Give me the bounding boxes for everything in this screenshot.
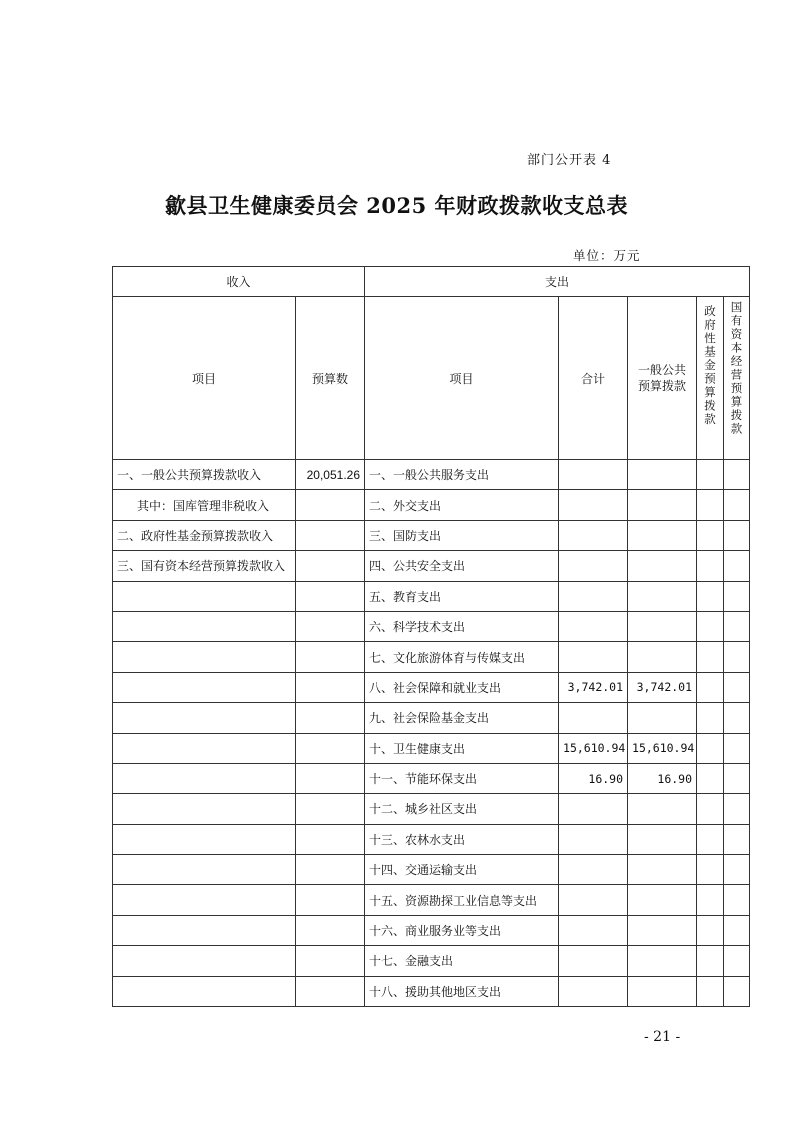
expense-item-cell: 十二、城乡社区支出 (365, 794, 559, 824)
expense-item-cell: 七、文化旅游体育与传媒支出 (365, 642, 559, 672)
income-item-cell: 三、国有资本经营预算拨款收入 (113, 551, 296, 581)
table-row (113, 581, 750, 611)
table-row (113, 885, 750, 915)
column-header-row (113, 297, 750, 460)
state-capital-cell (724, 824, 750, 854)
income-amount-cell (296, 946, 365, 976)
total-cell (559, 460, 628, 490)
income-item-cell (113, 581, 296, 611)
expense-item-cell: 十八、援助其他地区支出 (365, 976, 559, 1006)
general-budget-cell: 16.90 (628, 763, 697, 793)
income-amount-cell (296, 581, 365, 611)
gov-fund-cell (697, 763, 724, 793)
state-capital-cell (724, 885, 750, 915)
state-capital-cell (724, 490, 750, 520)
gov-fund-cell (697, 460, 724, 490)
income-amount-cell (296, 885, 365, 915)
expense-item-cell: 十一、节能环保支出 (365, 763, 559, 793)
gov-fund-cell (697, 520, 724, 550)
expense-section-header: 支出 (365, 267, 750, 297)
income-item-cell (113, 855, 296, 885)
expense-item-cell: 十、卫生健康支出 (365, 733, 559, 763)
income-amount-cell (296, 824, 365, 854)
general-budget-header: 一般公共预算拨款 (628, 297, 697, 460)
general-budget-cell (628, 551, 697, 581)
general-budget-cell (628, 611, 697, 641)
income-item-cell (113, 885, 296, 915)
general-budget-cell (628, 794, 697, 824)
total-cell (559, 490, 628, 520)
page-title: 歙县卫生健康委员会 2025 年财政拨款收支总表 (164, 193, 629, 218)
total-cell (559, 581, 628, 611)
table-row (113, 915, 750, 945)
expense-item-cell: 六、科学技术支出 (365, 611, 559, 641)
state-capital-cell (724, 976, 750, 1006)
income-item-cell (113, 946, 296, 976)
gov-fund-cell (697, 946, 724, 976)
total-cell (559, 885, 628, 915)
general-budget-cell (628, 490, 697, 520)
table-row (113, 703, 750, 733)
general-budget-cell (628, 824, 697, 854)
total-cell (559, 794, 628, 824)
state-capital-cell (724, 642, 750, 672)
total-cell (559, 824, 628, 854)
income-item-cell (113, 763, 296, 793)
total-cell: 15,610.94 (559, 733, 628, 763)
total-cell (559, 946, 628, 976)
total-cell (559, 611, 628, 641)
general-budget-cell (628, 642, 697, 672)
state-capital-cell (724, 581, 750, 611)
state-capital-cell (724, 611, 750, 641)
income-item-cell (113, 642, 296, 672)
state-capital-cell (724, 855, 750, 885)
expense-item-cell: 十三、农林水支出 (365, 824, 559, 854)
state-capital-header-text: 国有资本经营预算拨款 (729, 301, 744, 436)
income-amount-cell (296, 763, 365, 793)
state-capital-header (724, 297, 750, 460)
expense-item-cell: 五、教育支出 (365, 581, 559, 611)
state-capital-cell (724, 946, 750, 976)
income-amount-cell (296, 703, 365, 733)
table-row (113, 763, 750, 793)
gov-fund-cell (697, 703, 724, 733)
table-row (113, 611, 750, 641)
gov-fund-cell (697, 672, 724, 702)
income-item-header: 项目 (113, 297, 296, 460)
income-item-cell (113, 733, 296, 763)
page-number: - 21 - (644, 1029, 681, 1045)
general-budget-cell (628, 885, 697, 915)
income-amount-cell (296, 976, 365, 1006)
table-row (113, 824, 750, 854)
total-cell (559, 976, 628, 1006)
total-cell (559, 915, 628, 945)
total-cell (559, 703, 628, 733)
total-cell (559, 642, 628, 672)
total-header: 合计 (559, 297, 628, 460)
total-cell (559, 855, 628, 885)
income-amount-cell (296, 520, 365, 550)
table-row (113, 642, 750, 672)
expense-item-header: 项目 (365, 297, 559, 460)
general-budget-cell (628, 703, 697, 733)
general-budget-cell (628, 520, 697, 550)
table-row (113, 490, 750, 520)
general-budget-cell (628, 855, 697, 885)
total-cell (559, 520, 628, 550)
state-capital-cell (724, 520, 750, 550)
gov-fund-cell (697, 855, 724, 885)
income-amount-cell (296, 915, 365, 945)
income-item-cell: 一、一般公共预算拨款收入 (113, 460, 296, 490)
gov-fund-cell (697, 551, 724, 581)
general-budget-cell (628, 460, 697, 490)
income-amount-cell (296, 490, 365, 520)
income-budget-header: 预算数 (296, 297, 365, 460)
state-capital-cell (724, 733, 750, 763)
state-capital-cell (724, 915, 750, 945)
expense-item-cell: 三、国防支出 (365, 520, 559, 550)
gov-fund-header-text: 政府性基金预算拨款 (703, 305, 718, 427)
expense-item-cell: 十五、资源勘探工业信息等支出 (365, 885, 559, 915)
income-amount-cell: 20,051.26 (296, 460, 365, 490)
gov-fund-cell (697, 824, 724, 854)
income-item-cell (113, 824, 296, 854)
income-amount-cell (296, 672, 365, 702)
income-amount-cell (296, 733, 365, 763)
section-header-row (113, 267, 750, 297)
income-amount-cell (296, 611, 365, 641)
income-amount-cell (296, 855, 365, 885)
income-item-cell (113, 672, 296, 702)
form-number: 部门公开表 4 (527, 153, 612, 168)
general-budget-cell (628, 915, 697, 945)
expense-item-cell: 一、一般公共服务支出 (365, 460, 559, 490)
expense-item-cell: 十六、商业服务业等支出 (365, 915, 559, 945)
income-item-cell (113, 976, 296, 1006)
table-row (113, 520, 750, 550)
table-row (113, 672, 750, 702)
gov-fund-cell (697, 490, 724, 520)
table-row (113, 551, 750, 581)
gov-fund-cell (697, 581, 724, 611)
gov-fund-cell (697, 642, 724, 672)
income-section-header: 收入 (113, 267, 365, 297)
table-row (113, 855, 750, 885)
total-cell (559, 551, 628, 581)
table-row (113, 946, 750, 976)
table-row (113, 733, 750, 763)
general-budget-cell: 15,610.94 (628, 733, 697, 763)
expense-item-cell: 九、社会保险基金支出 (365, 703, 559, 733)
general-budget-cell (628, 946, 697, 976)
general-budget-cell (628, 976, 697, 1006)
income-item-cell (113, 703, 296, 733)
income-amount-cell (296, 794, 365, 824)
total-cell: 3,742.01 (559, 672, 628, 702)
gov-fund-cell (697, 976, 724, 1006)
state-capital-cell (724, 672, 750, 702)
table-row (113, 976, 750, 1006)
general-budget-cell (628, 581, 697, 611)
state-capital-cell (724, 794, 750, 824)
income-item-cell (113, 611, 296, 641)
income-amount-cell (296, 551, 365, 581)
income-amount-cell (296, 642, 365, 672)
gov-fund-header (697, 297, 724, 460)
state-capital-cell (724, 551, 750, 581)
expense-item-cell: 二、外交支出 (365, 490, 559, 520)
table-row (113, 794, 750, 824)
unit-label: 单位：万元 (573, 248, 641, 263)
gov-fund-cell (697, 794, 724, 824)
gov-fund-cell (697, 611, 724, 641)
expense-item-cell: 四、公共安全支出 (365, 551, 559, 581)
state-capital-cell (724, 763, 750, 793)
gov-fund-cell (697, 915, 724, 945)
income-item-cell: 二、政府性基金预算拨款收入 (113, 520, 296, 550)
general-budget-cell: 3,742.01 (628, 672, 697, 702)
state-capital-cell (724, 703, 750, 733)
table-row (113, 460, 750, 490)
state-capital-cell (724, 460, 750, 490)
gov-fund-cell (697, 733, 724, 763)
expense-item-cell: 十四、交通运输支出 (365, 855, 559, 885)
gov-fund-cell (697, 885, 724, 915)
total-cell: 16.90 (559, 763, 628, 793)
expense-item-cell: 八、社会保障和就业支出 (365, 672, 559, 702)
income-item-cell (113, 794, 296, 824)
income-item-cell (113, 915, 296, 945)
budget-summary-table (112, 266, 750, 1007)
income-item-cell: 其中：国库管理非税收入 (113, 490, 296, 520)
expense-item-cell: 十七、金融支出 (365, 946, 559, 976)
